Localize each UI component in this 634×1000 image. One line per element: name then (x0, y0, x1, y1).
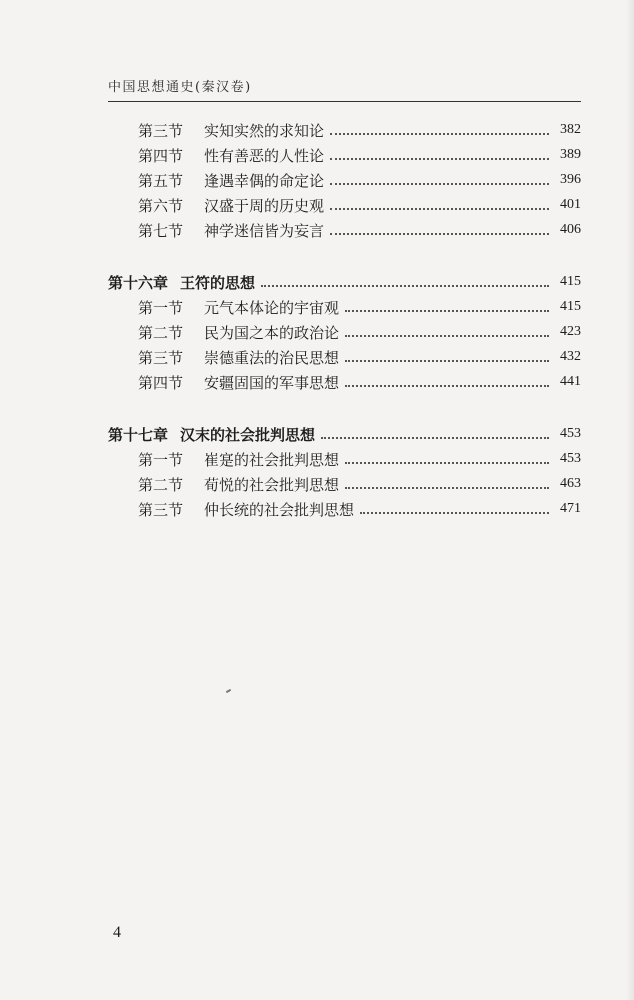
toc-entry[interactable] (108, 118, 581, 142)
toc-chapter-title: 汉末的社会批判思想 (180, 425, 316, 444)
toc-entry[interactable] (108, 193, 581, 217)
dot-leader (345, 456, 549, 464)
toc-entry-page: 396 (560, 172, 581, 187)
toc-entry-page: 415 (560, 274, 581, 289)
toc-entry-title: 民为国之本的政治论 (204, 323, 340, 342)
toc-entry-page: 423 (560, 324, 581, 339)
toc-entry-title: 逢遇幸偶的命定论 (204, 171, 325, 190)
toc-entry[interactable] (108, 447, 581, 471)
page-number: 4 (113, 924, 121, 941)
toc-entry-page: 463 (560, 476, 581, 491)
toc-entry-label: 第五节 (138, 171, 184, 190)
toc-chapter-title: 王符的思想 (180, 273, 256, 292)
toc-chapter-entry[interactable] (108, 422, 581, 446)
toc-entry-label: 第一节 (138, 298, 184, 317)
dot-leader (330, 127, 549, 135)
toc-entry[interactable] (108, 497, 581, 521)
toc-entry[interactable] (108, 320, 581, 344)
toc-entry-label: 第二节 (138, 475, 184, 494)
toc-entry-title: 崇德重法的治民思想 (204, 348, 340, 367)
toc-entry-label: 第二节 (138, 323, 184, 342)
print-speck (226, 689, 231, 693)
toc-entry-page: 401 (560, 197, 581, 212)
toc-entry-title: 汉盛于周的历史观 (204, 196, 325, 215)
dot-leader (321, 431, 549, 439)
toc-entry-label: 第四节 (138, 146, 184, 165)
toc-chapter-entry[interactable] (108, 270, 581, 294)
toc-entry-page: 453 (560, 426, 581, 441)
toc-entry-page: 382 (560, 122, 581, 137)
toc-entry-label: 第三节 (138, 348, 184, 367)
dot-leader (261, 279, 549, 287)
toc-entry-page: 406 (560, 222, 581, 237)
toc-entry-title: 荀悦的社会批判思想 (204, 475, 340, 494)
toc-entry-label: 第七节 (138, 221, 184, 240)
toc-entry-page: 389 (560, 147, 581, 162)
dot-leader (345, 304, 549, 312)
running-header: 中国思想通史(秦汉卷) (108, 80, 252, 95)
toc-entry[interactable] (108, 168, 581, 192)
dot-leader (330, 177, 549, 185)
toc-chapter-label: 第十七章 (108, 425, 169, 444)
dot-leader (330, 202, 549, 210)
toc-entry-label: 第一节 (138, 450, 184, 469)
toc-entry-title: 实知实然的求知论 (204, 121, 325, 140)
dot-leader (345, 354, 549, 362)
toc-chapter-label: 第十六章 (108, 273, 169, 292)
dot-leader (345, 329, 549, 337)
toc-entry-page: 415 (560, 299, 581, 314)
toc-entry[interactable] (108, 345, 581, 369)
toc-entry-page: 441 (560, 374, 581, 389)
toc-entry[interactable] (108, 143, 581, 167)
toc-entry-title: 神学迷信皆为妄言 (204, 221, 325, 240)
toc-entry-page: 432 (560, 349, 581, 364)
toc-entry-title: 安疆固国的军事思想 (204, 373, 340, 392)
toc-entry-label: 第三节 (138, 500, 184, 519)
toc-entry-title: 仲长统的社会批判思想 (204, 500, 355, 519)
toc-entry[interactable] (108, 218, 581, 242)
dot-leader (345, 379, 549, 387)
toc-entry-title: 崔寔的社会批判思想 (204, 450, 340, 469)
dot-leader (330, 227, 549, 235)
toc-entry-label: 第三节 (138, 121, 184, 140)
toc-entry-label: 第六节 (138, 196, 184, 215)
toc-entry-label: 第四节 (138, 373, 184, 392)
toc-entry-title: 性有善恶的人性论 (204, 146, 325, 165)
dot-leader (345, 481, 549, 489)
toc-entry-page: 471 (560, 501, 581, 516)
page-edge (626, 0, 634, 1000)
toc-entry-page: 453 (560, 451, 581, 466)
toc-entry[interactable] (108, 472, 581, 496)
toc-entry-title: 元气本体论的宇宙观 (204, 298, 340, 317)
toc-entry[interactable] (108, 295, 581, 319)
dot-leader (360, 506, 549, 514)
header-rule (108, 101, 581, 102)
toc-entry[interactable] (108, 370, 581, 394)
dot-leader (330, 152, 549, 160)
